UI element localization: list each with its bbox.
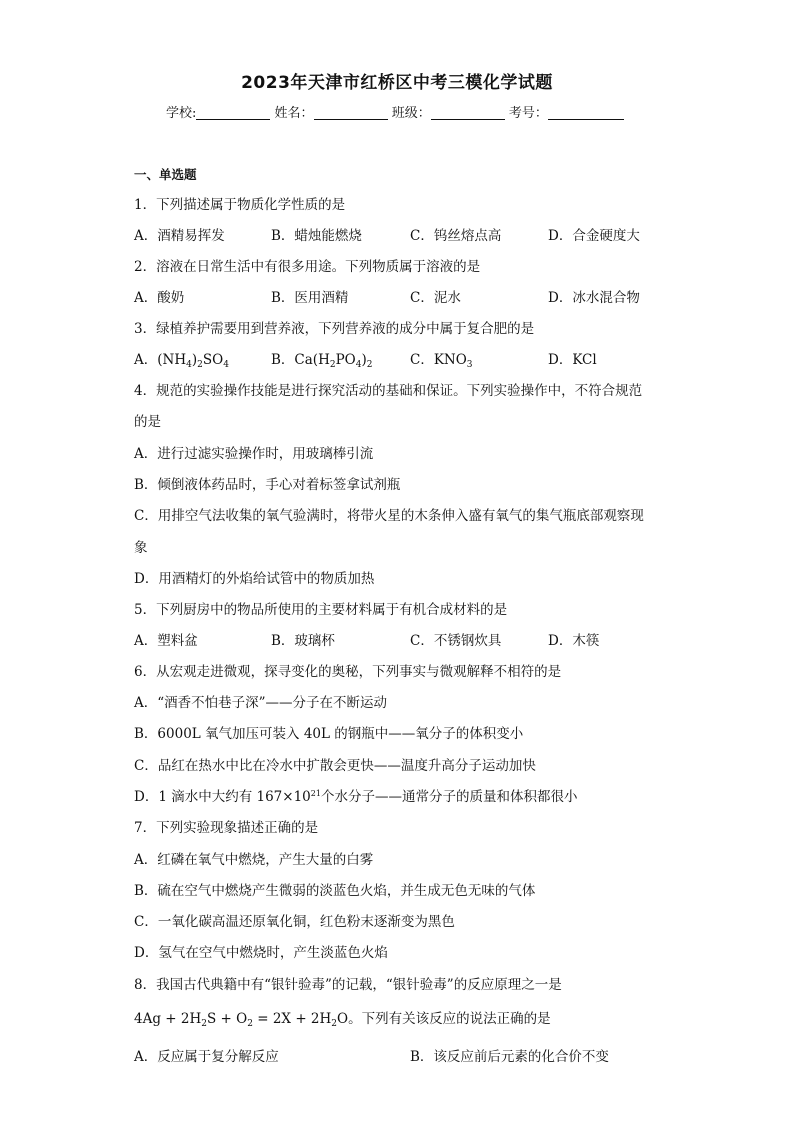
q5-option-a[interactable]: A．塑料盆 <box>134 633 198 649</box>
q5-option-b[interactable]: B．玻璃杯 <box>271 633 335 649</box>
q8-option-b[interactable]: B．该反应前后元素的化合价不变 <box>410 1049 609 1065</box>
q1-option-d[interactable]: D．合金硬度大 <box>548 228 640 244</box>
q1-stem: 1．下列描述属于物质化学性质的是 <box>134 197 346 213</box>
class-label: 班级： <box>391 106 431 121</box>
student-info-row <box>166 102 624 121</box>
q8-option-a[interactable]: A．反应属于复分解反应 <box>134 1049 279 1065</box>
name-blank[interactable] <box>314 105 388 120</box>
q1-option-c[interactable]: C．钨丝熔点高 <box>410 228 502 244</box>
q2-option-b[interactable]: B．医用酒精 <box>271 290 349 306</box>
q1-option-b[interactable]: B．蜡烛能燃烧 <box>271 228 362 244</box>
q4-option-b[interactable]: B．倾倒液体药品时，手心对着标签拿试剂瓶 <box>134 477 401 493</box>
exam-no-label: 考号： <box>508 106 548 121</box>
q4-option-d[interactable]: D．用酒精灯的外焰给试管中的物质加热 <box>134 571 375 587</box>
q4-stem: 4．规范的实验操作技能是进行探究活动的基础和保证。下列实验操作中，不符合规范 <box>134 383 643 399</box>
q2-option-c[interactable]: C．泥水 <box>410 290 461 306</box>
q4-stem-cont: 的是 <box>134 414 161 430</box>
q2-stem: 2．溶液在日常生活中有很多用途。下列物质属于溶液的是 <box>134 259 481 275</box>
q8-equation: $4Ag + 2H_2S + O_2 = 2X + 2H_2O$ <box>134 1011 349 1029</box>
q3-option-d[interactable]: D．KCl <box>548 352 597 368</box>
class-blank[interactable] <box>431 105 505 120</box>
q7-option-a[interactable]: A．红磷在氧气中燃烧，产生大量的白雾 <box>134 852 374 868</box>
q3-option-a[interactable]: A．$(NH_4)_2SO_4$ <box>134 352 229 370</box>
q6-option-d[interactable]: D．1 滴水中大约有 $167\times 10^{21}$个水分子——通常分子的质量和体积都很小 <box>134 789 578 805</box>
q5-option-c[interactable]: C．不锈钢炊具 <box>410 633 502 649</box>
q6-option-c[interactable]: C．品红在热水中比在冷水中扩散会更快——温度升高分子运动加快 <box>134 758 536 774</box>
page-title: 2023年天津市红桥区中考三模化学试题 <box>241 73 553 93</box>
q6-option-b[interactable]: B．6000L 氧气加压可装入 40L 的钢瓶中——氧分子的体积变小 <box>134 726 524 742</box>
q4-option-a[interactable]: A．进行过滤实验操作时，用玻璃棒引流 <box>134 446 374 462</box>
section-heading: 一、单选题 <box>134 167 197 182</box>
q4-option-c-cont: 象 <box>134 540 148 556</box>
name-label: 姓名： <box>274 106 314 121</box>
q6-option-a[interactable]: A．“酒香不怕巷子深”——分子在不断运动 <box>134 695 388 711</box>
q3-option-b[interactable]: B．$Ca(H_2PO_4)_2$ <box>271 352 373 370</box>
q2-option-d[interactable]: D．冰水混合物 <box>548 290 640 306</box>
q7-stem: 7．下列实验现象描述正确的是 <box>134 820 319 836</box>
q3-option-c[interactable]: C．$KNO_3$ <box>410 352 473 370</box>
q6-stem: 6．从宏观走进微观，探寻变化的奥秘，下列事实与微观解释不相符的是 <box>134 664 562 680</box>
q5-stem: 5．下列厨房中的物品所使用的主要材料属于有机合成材料的是 <box>134 602 508 618</box>
q3-stem: 3．绿植养护需要用到营养液，下列营养液的成分中属于复合肥的是 <box>134 321 535 337</box>
q1-option-a[interactable]: A．酒精易挥发 <box>134 228 225 244</box>
q7-option-c[interactable]: C．一氧化碳高温还原氧化铜，红色粉末逐渐变为黑色 <box>134 914 455 930</box>
school-blank[interactable] <box>196 105 270 120</box>
exam-no-blank[interactable] <box>548 105 624 120</box>
q8-stem: 8．我国古代典籍中有“银针验毒”的记载，“银针验毒”的反应原理之一是 <box>134 977 562 993</box>
school-label: 学校: <box>166 106 197 121</box>
q8-equation-line: $4Ag + 2H_2S + O_2 = 2X + 2H_2O$。下列有关该反应的说法正确的是 <box>134 1011 551 1029</box>
q7-option-b[interactable]: B．硫在空气中燃烧产生微弱的淡蓝色火焰，并生成无色无味的气体 <box>134 883 536 899</box>
q7-option-d[interactable]: D．氢气在空气中燃烧时，产生淡蓝色火焰 <box>134 945 388 961</box>
q4-option-c[interactable]: C．用排空气法收集的氧气验满时，将带火星的木条伸入盛有氧气的集气瓶底部观察现 <box>134 508 644 524</box>
q5-option-d[interactable]: D．木筷 <box>548 633 600 649</box>
q2-option-a[interactable]: A．酸奶 <box>134 290 185 306</box>
